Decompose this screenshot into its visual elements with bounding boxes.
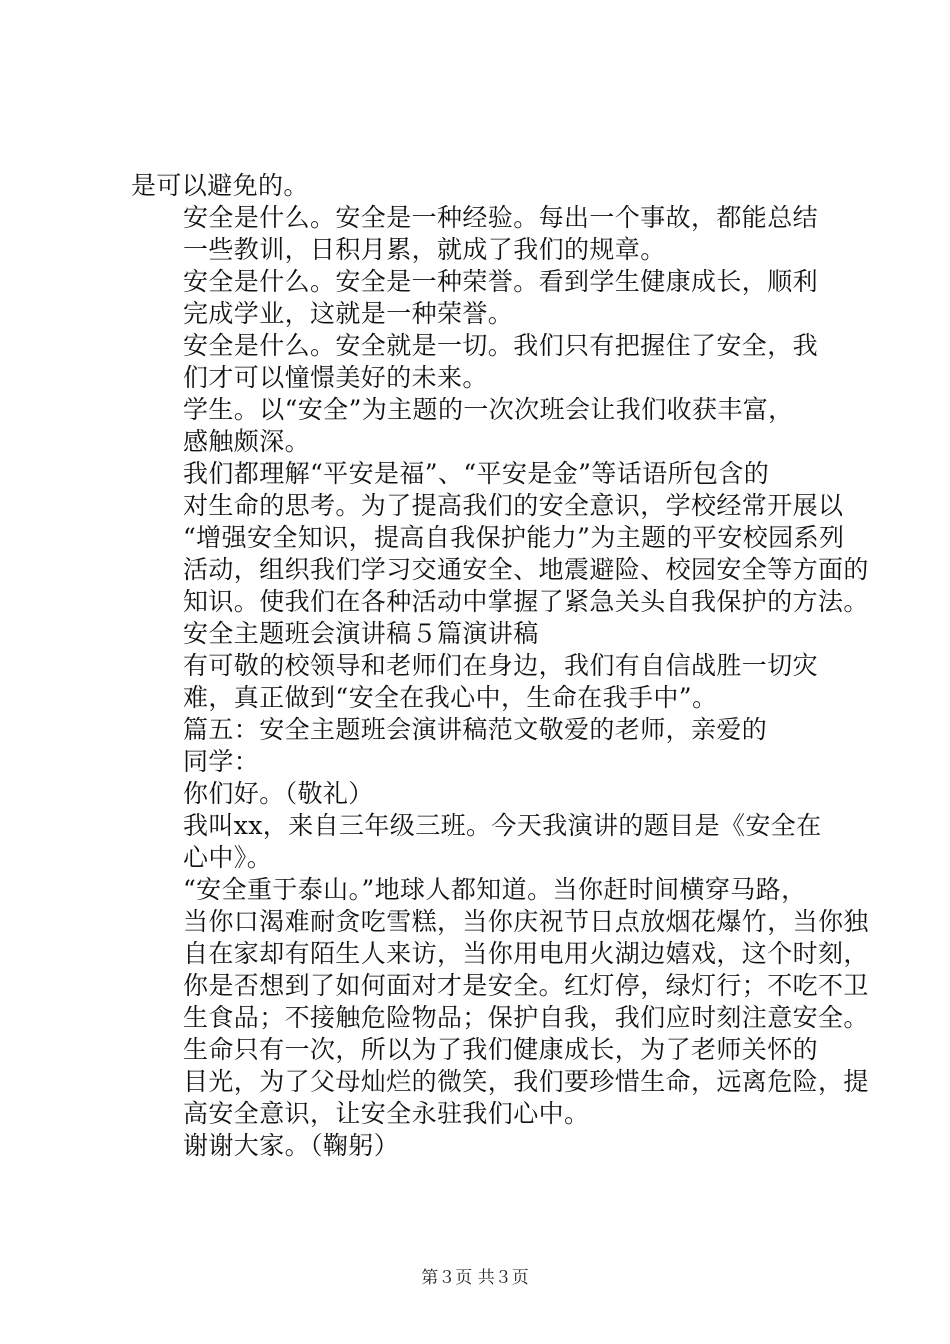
text-line: 同学： xyxy=(183,747,260,776)
document-body xyxy=(131,170,869,1162)
paragraph xyxy=(131,874,869,1034)
paragraph xyxy=(131,810,831,874)
text-line: 当你口渴难耐贪吃雪糕，当你庆祝节日点放烟花爆竹，当你独 xyxy=(183,907,869,936)
text-line: 有可敬的校领导和老师们在身边，我们有自信战胜一切灾 xyxy=(183,651,819,680)
paragraph xyxy=(131,458,869,618)
text-line: 安全是什么。安全就是一切。我们只有把握住了安全，我 xyxy=(183,331,819,360)
text-line: 生命只有一次，所以为了我们健康成长，为了老师关怀的 xyxy=(183,1035,819,1064)
text-line: 一些教训，日积月累，就成了我们的规章。 xyxy=(183,235,666,264)
paragraph xyxy=(131,394,831,458)
text-line: 活动，组织我们学习交通安全、地震避险、校园安全等方面的 xyxy=(183,555,869,584)
paragraph xyxy=(131,266,831,330)
paragraph xyxy=(131,714,831,746)
text-line: “安全重于泰山。”地球人都知道。当你赶时间横穿马路， xyxy=(183,875,807,904)
text-line: 自在家却有陌生人来访，当你用电用火湖边嬉戏，这个时刻， xyxy=(183,939,869,968)
paragraph xyxy=(131,170,831,202)
text-line: 篇五：安全主题班会演讲稿范文敬爱的老师，亲爱的 xyxy=(183,715,768,744)
text-line: 安全主题班会演讲稿５篇演讲稿 xyxy=(183,619,539,648)
text-line: 知识。使我们在各种活动中掌握了紧急关头自我保护的方法。 xyxy=(183,587,869,616)
text-line: 难，真正做到“安全在我心中，生命在我手中”。 xyxy=(183,683,718,712)
text-line: 我们都理解“平安是福”、“平安是金”等话语所包含的 xyxy=(183,459,770,488)
text-line: 高安全意识，让安全永驻我们心中。 xyxy=(183,1099,590,1128)
paragraph xyxy=(131,778,831,810)
text-line: 是可以避免的。 xyxy=(131,171,309,200)
text-line: 们才可以憧憬美好的未来。 xyxy=(183,363,488,392)
text-line: 生食品；不接触危险物品；保护自我，我们应时刻注意安全。 xyxy=(183,1003,869,1032)
page-footer: 第３页 共３页 xyxy=(421,1268,529,1288)
text-line: 你是否想到了如何面对才是安全。红灯停，绿灯行；不吃不卫 xyxy=(183,971,869,1000)
text-line: 完成学业，这就是一种荣誉。 xyxy=(183,299,514,328)
paragraph xyxy=(131,202,831,266)
text-line: 安全是什么。安全是一种经验。每出一个事故，都能总结 xyxy=(183,203,819,232)
text-line: 心中》。 xyxy=(183,843,273,872)
text-line: 我叫xx，来自三年级三班。今天我演讲的题目是《安全在 xyxy=(183,811,822,840)
text-line: 感触颇深。 xyxy=(183,427,311,456)
paragraph xyxy=(131,618,831,650)
paragraph xyxy=(131,746,831,778)
text-line: 你们好。（敬礼） xyxy=(183,779,374,808)
text-line: 目光，为了父母灿烂的微笑，我们要珍惜生命，远离危险，提 xyxy=(183,1067,869,1096)
text-line: 安全是什么。安全是一种荣誉。看到学生健康成长，顺利 xyxy=(183,267,819,296)
paragraph xyxy=(131,1034,869,1130)
paragraph xyxy=(131,330,831,394)
paragraph xyxy=(131,650,831,714)
text-line: 学生。以“安全”为主题的一次次班会让我们收获丰富， xyxy=(183,395,794,424)
paragraph xyxy=(131,1130,831,1162)
text-line: 对生命的思考。为了提高我们的安全意识，学校经常开展以 xyxy=(183,491,844,520)
text-line: 谢谢大家。（鞠躬） xyxy=(183,1131,400,1160)
text-line: “增强安全知识，提高自我保护能力”为主题的平安校园系列 xyxy=(183,523,845,552)
